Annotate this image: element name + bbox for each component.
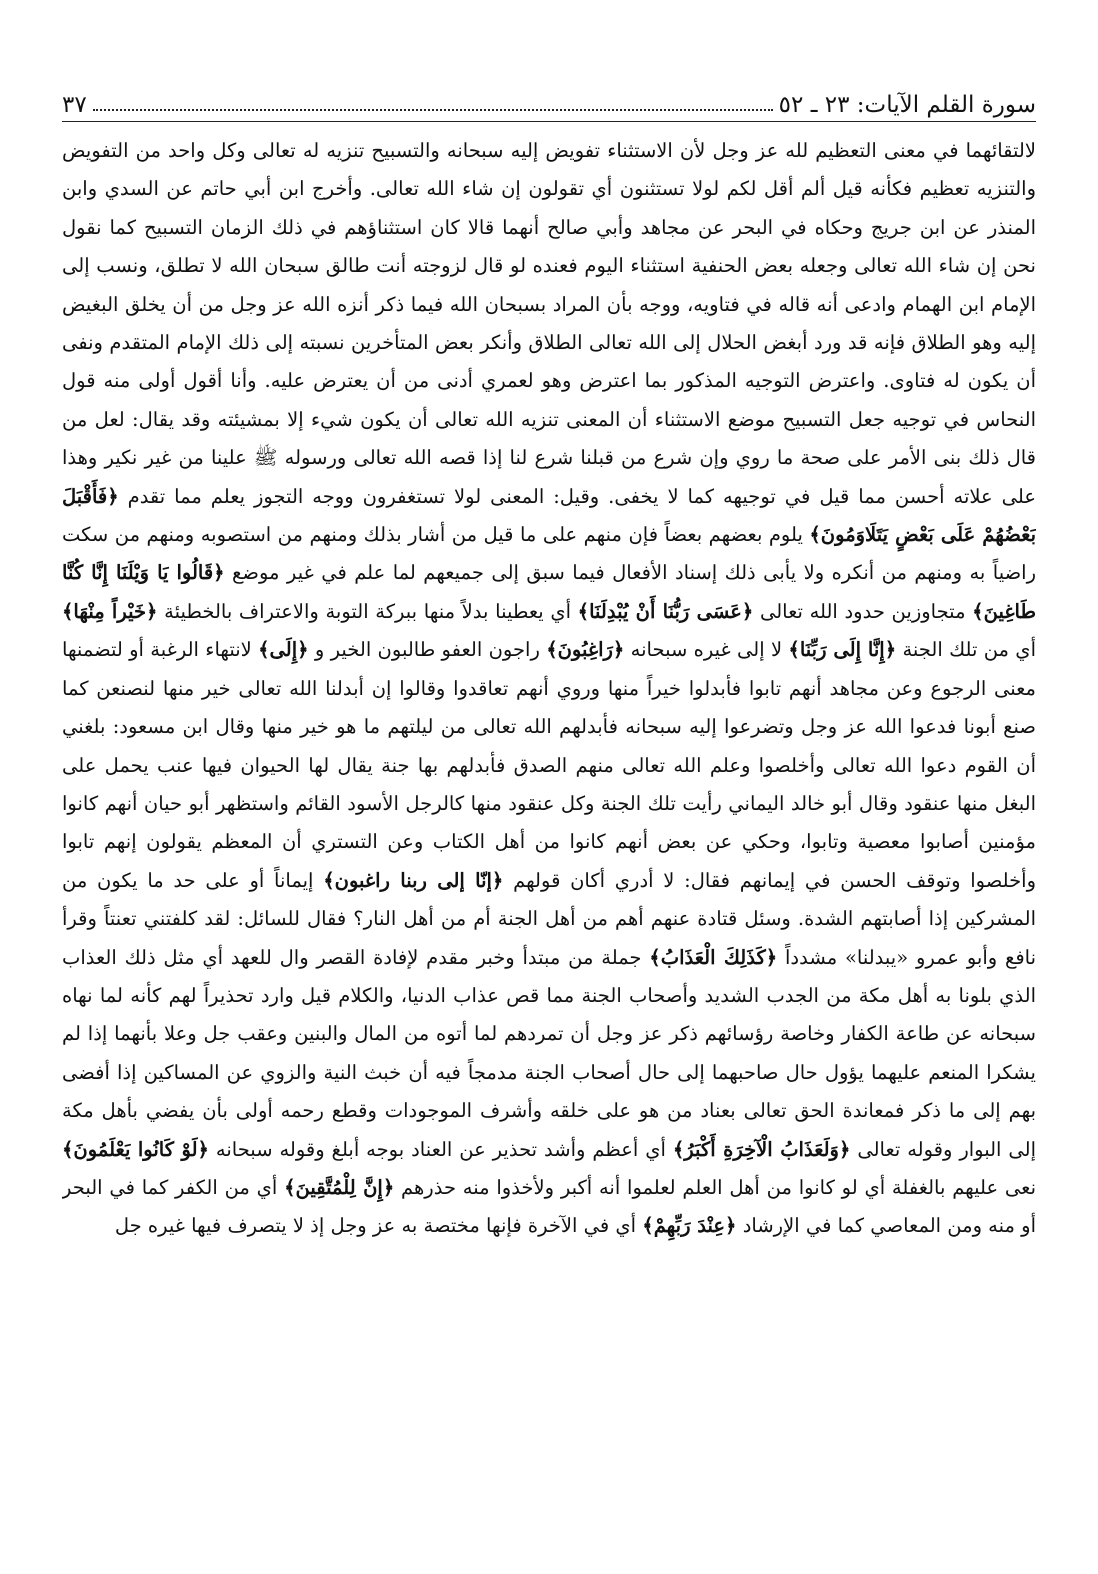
text-segment: نعى عليهم بالغفلة أي لو كانوا من أهل العلم لعلموا أنه أكبر ولأخذوا منه حذرهم (394, 1175, 1036, 1199)
quran-quote: ﴿خَيْراً مِنْهَا﴾ (62, 599, 158, 623)
text-segment: جملة من مبتدأ وخبر مقدم لإفادة القصر وال للعهد أي مثل ذلك العذاب الذي بلونا به أهل مكة من الجدب الشديد وأصحاب الجنة مما قص عذاب الدنيا، والكلام قيل وارد تحذيراً لهم كأنه لما نهاه سبحانه عن طاعة الكفار وخاصة رؤسائهم ذكر عز وجل أن تمردهم لما أتوه من المال والبنين وعقب جل وعلا بأنهما إذا لم يشكرا المنعم عليهما يؤول حال صاحبهما إلى حال أصحاب الجنة مدمجاً فيه أن خبث النية والزوي عن المساكين إذا أفضى بهم إلى ما ذكر فمعاندة الحق تعالى بعناد من هو على خلقه وأشرف الموجودات وقطع رحمه أولى بأن يفضي بأهل مكة إلى البوار وقوله تعالى (62, 945, 1036, 1161)
header-rule (62, 121, 1036, 122)
text-segment: راجون العفو طالبون الخير و (308, 638, 547, 662)
quran-quote: ﴿إنّا إلى ربنا راغبون﴾ (323, 868, 504, 892)
text-segment: لانتهاء الرغبة أو لتضمنها معنى الرجوع وعن مجاهد أنهم تابوا فأبدلوا خيراً منها وروي أنهم تعاقدوا وقالوا إن أبدلنا الله تعالى خير منها لنصنعن كما صنع أبونا فدعوا الله عز وجل وتضرعوا إليه سبحانه فأبدلهم الله تعالى من ليلتهم ما هو خير منها وقال ابن مسعود: بلغني أن القوم دعوا الله تعالى وأخلصوا وعلم الله تعالى منهم الصدق فأبدلهم بها جنة يقال لها الحيوان فيها عنب يحمل على البغل منها عنقود وقال أبو خالد اليماني رأيت تلك الجنة وكل عنقود منها كالرجل الأسود القائم واستظهر أبو حيان أنهم كانوا مؤمنين أصابوا معصية وتابوا، وحكي عن بعض أنهم كانوا من أهل الكتاب وعن التستري أن المعظم يقولون إنهم تابوا وأخلصوا وتوقف الحسن في إيمانهم فقال: لا أدري أكان قولهم (62, 638, 1036, 892)
text-segment: أي يعطينا بدلاً منها ببركة التوبة والاعتراف بالخطيئة (157, 599, 578, 623)
text-segment: يلوم بعضهم بعضاً فإن منهم على ما قيل من أشار بذلك ومنهم من استصوبه ومنهم من سكت راضياً به ومنهم من أنكره ولا يأبى ذلك إسناد الأفعال فيما سبق إلى جميعهم لما علم في غير موضع (62, 523, 1036, 585)
quran-quote: ﴿رَاغِبُونَ﴾ (546, 638, 625, 662)
text-segment: أي من الكفر كما في البحر أو منه ومن المعاصي كما في الإرشاد (62, 1175, 1036, 1238)
running-header (62, 84, 1036, 118)
quran-quote: ﴿وَلَعَذَابُ الْآخِرَةِ أَكْبَرُ﴾ (672, 1137, 851, 1161)
quran-quote: ﴿لَوْ كَانُوا يَعْلَمُونَ﴾ (62, 1137, 209, 1161)
text-segment: إيماناً أو على حد ما يكون من المشركين إذا أصابتهم الشدة. وسئل قتادة عنهم أهم من أهل الجنة أم من أهل النار؟ فقال للسائل: لقد كلفتني تعنتاً وقرأ نافع وأبو عمرو «يبدلنا» مشدداً (62, 868, 1036, 969)
surah-title: سورة القلم الآيات: ٢٣ ـ ٥٢ (778, 92, 1036, 118)
quran-quote: ﴿إِنَّا إِلَى رَبِّنَا﴾ (788, 638, 897, 662)
text-segment: متجاوزين حدود الله تعالى (753, 599, 973, 623)
commentary-body (62, 132, 1036, 1552)
quran-quote: ﴿كَذَلِكَ الْعَذَابُ﴾ (649, 945, 778, 969)
quran-quote: ﴿إِنَّ لِلْمُتَّقِينَ﴾ (284, 1175, 395, 1199)
page-number: ٣٧ (62, 92, 87, 118)
text-segment: لالتقائهما في معنى التعظيم لله عز وجل لأن الاستثناء تفويض إليه سبحانه والتسبيح تنزيه له تعالى وكل واحد من التفويض والتنزيه تعظيم فكأنه قيل ألم أقل لكم لولا تستثنون أي تقولون إن شاء الله تعالى. وأخرج ابن أبي حاتم عن السدي وابن المنذر عن ابن جريج وحكاه في البحر عن مجاهد وأبي صالح أنهما قالا كان استثناؤهم في ذلك الزمان التسبيح كما نقول نحن إن شاء الله تعالى وجعله بعض الحنفية استثناء اليوم فعنده لو قال لزوجته أنت طالق سبحان الله لا تطلق، ونسب إلى الإمام ابن الهمام وادعى أنه قاله في فتاويه، ووجه بأن المراد بسبحان الله فيما ذكر أنزه الله عز وجل من أن يخلق البغيض إليه وهو الطلاق فإنه قد ورد أبغض الحلال إلى الله تعالى الطلاق وأنكر بعض المتأخرين نسبته إلى ذلك الإمام المتقدم ونفى أن يكون له فتاوى. واعترض التوجيه المذكور بما اعترض وهو لعمري أدنى من أن يعترض عليه. وأنا أقول أولى منه قول النحاس في توجيه جعل التسبيح موضع الاستثناء أن المعنى تنزيه الله تعالى أن يكون شيء إلا بمشيئته وقد يقال: لعل من قال ذلك بنى الأمر على صحة ما روي وإن شرع من قبلنا شرع لنا إذا قصه الله تعالى ورسوله ﷺ علينا من غير نكير وهذا على علاته أحسن مما قيل في توجيهه كما لا يخفى. وقيل: المعنى لولا تستغفرون ووجه التجوز يعلم مما تقدم (62, 139, 1036, 508)
quran-quote: ﴿فَأَقْبَلَ بَعْضُهُمْ عَلَى بَعْضٍ يَتَلَاوَمُونَ﴾ (62, 484, 1036, 547)
quran-quote: ﴿إِلَى﴾ (258, 638, 309, 662)
commentary-paragraph (62, 132, 1036, 1246)
quran-quote: ﴿عَسَى رَبُّنَا أَنْ يُبْدِلَنَا﴾ (577, 599, 754, 623)
text-segment: أي في الآخرة فإنها مختصة به عز وجل إذ لا يتصرف فيها غيره جل (114, 1214, 643, 1238)
text-segment: لا إلى غيره سبحانه (624, 638, 789, 662)
text-segment: أي أعظم وأشد تحذير عن العناد بوجه أبلغ وقوله سبحانه (208, 1137, 673, 1161)
quran-quote: ﴿عِنْدَ رَبِّهِمْ﴾ (642, 1214, 737, 1238)
text-segment: أي من تلك الجنة (896, 638, 1036, 662)
quran-quote: ﴿قَالُوا يَا وَيْلَنَا إِنَّا كُنَّا طَاغِينَ﴾ (62, 561, 1036, 623)
leader-dots (93, 108, 773, 111)
